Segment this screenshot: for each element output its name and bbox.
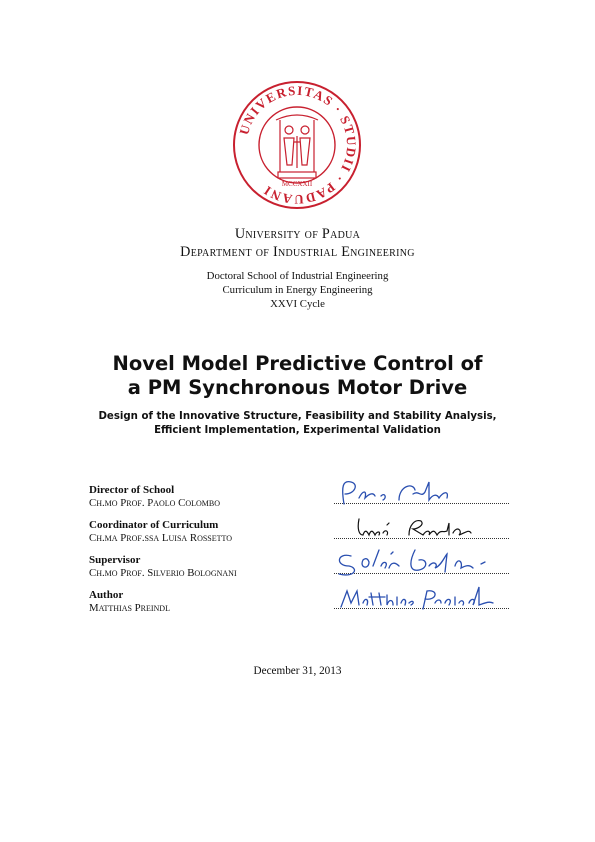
university-seal — [232, 80, 362, 210]
signature-preindl — [329, 581, 509, 615]
signature-bolognani — [329, 546, 509, 580]
department-name: Department of Industrial Engineering — [180, 244, 415, 260]
person-role: Supervisor — [89, 554, 141, 566]
school-block — [0, 269, 595, 311]
person-author — [89, 589, 529, 624]
person-name: Ch.ma Prof.ssa Luisa Rossetto — [89, 532, 233, 544]
svg-text:UNIVERSITAS · STUDII · PADUANI — [236, 83, 359, 207]
seal-year: MCCXXII — [281, 180, 313, 188]
person-name: Ch.mo Prof. Paolo Colombo — [89, 497, 221, 509]
university-name: University of Padua — [234, 226, 361, 242]
school-line: Doctoral School of Industrial Engineering — [206, 270, 389, 282]
seal-ring-text: UNIVERSITAS · STUDII · PADUANI — [236, 82, 360, 208]
school-line: XXVI Cycle — [270, 298, 325, 310]
person-name: Matthias Preindl — [89, 602, 170, 614]
person-name: Ch.mo Prof. Silverio Bolognani — [89, 567, 237, 579]
people-list — [89, 484, 529, 624]
person-role: Director of School — [89, 484, 175, 496]
title-line: a PM Synchronous Motor Drive — [127, 376, 468, 399]
thesis-title — [0, 352, 595, 400]
submission-date: December 31, 2013 — [253, 665, 342, 677]
person-role: Author — [89, 589, 124, 601]
school-line: Curriculum in Energy Engineering — [222, 284, 373, 296]
thesis-subtitle — [0, 410, 595, 437]
signature-colombo — [329, 476, 509, 510]
signature-rossetto — [329, 511, 509, 545]
subtitle-line: Design of the Innovative Structure, Feasibility and Stability Analysis, — [98, 411, 497, 422]
person-role: Coordinator of Curriculum — [89, 519, 219, 531]
title-line: Novel Model Predictive Control of — [112, 352, 483, 375]
subtitle-line: Efficient Implementation, Experimental Validation — [154, 424, 441, 436]
